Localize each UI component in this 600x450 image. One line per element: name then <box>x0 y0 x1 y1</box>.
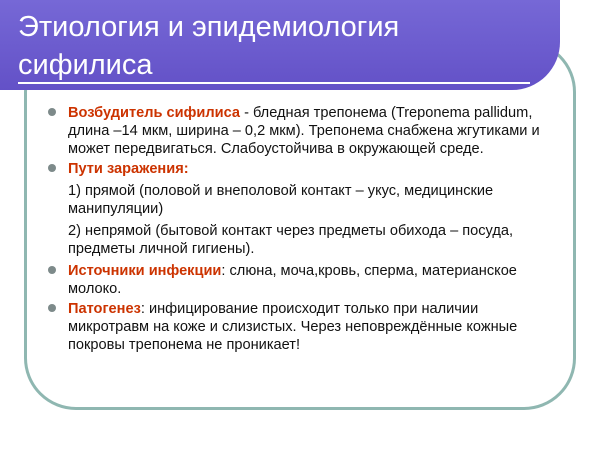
bullet-icon <box>48 304 56 312</box>
bullet-list <box>48 104 560 356</box>
slide-title: Этиология и эпидемиология сифилиса <box>18 11 400 81</box>
bullet-icon <box>48 108 56 116</box>
list-item-sources <box>48 262 560 298</box>
transmission-direct: 1) прямой (половой и внеполовой контакт – укус, медицинские манипуляции) <box>68 183 494 217</box>
text-sources: : слюна, моча,кровь, сперма, материанское молоко. <box>68 263 517 297</box>
title-bar <box>0 0 560 90</box>
text-pathogenesis: : инфицирование происходит только при наличии микротравм на коже и слизистых. Через неповреждённые кожные покровы трепонема не проникает! <box>68 301 518 353</box>
transmission-indirect: 2) непрямой (бытовой контакт через предметы обихода – посуда, предметы личной гигиены). <box>68 223 514 257</box>
term-pathogenesis: Патогенез <box>68 301 141 317</box>
list-item-transmission <box>48 160 560 258</box>
list-item-pathogenesis <box>48 300 560 354</box>
bullet-icon <box>48 266 56 274</box>
list-item-pathogen <box>48 104 560 158</box>
term-sources: Источники инфекции <box>68 263 222 279</box>
title-underline <box>18 82 530 84</box>
term-pathogen: Возбудитель сифилиса <box>68 105 241 121</box>
term-transmission: Пути заражения: <box>68 161 189 177</box>
bullet-icon <box>48 164 56 172</box>
text-pathogen: - бледная трепонема (Treponema pallidum, длина –14 мкм, ширина – 0,2 мкм). Трепонема снабжена жгутиками и может передвигаться. Слабоустойчива в окружающей среде. <box>68 105 540 157</box>
